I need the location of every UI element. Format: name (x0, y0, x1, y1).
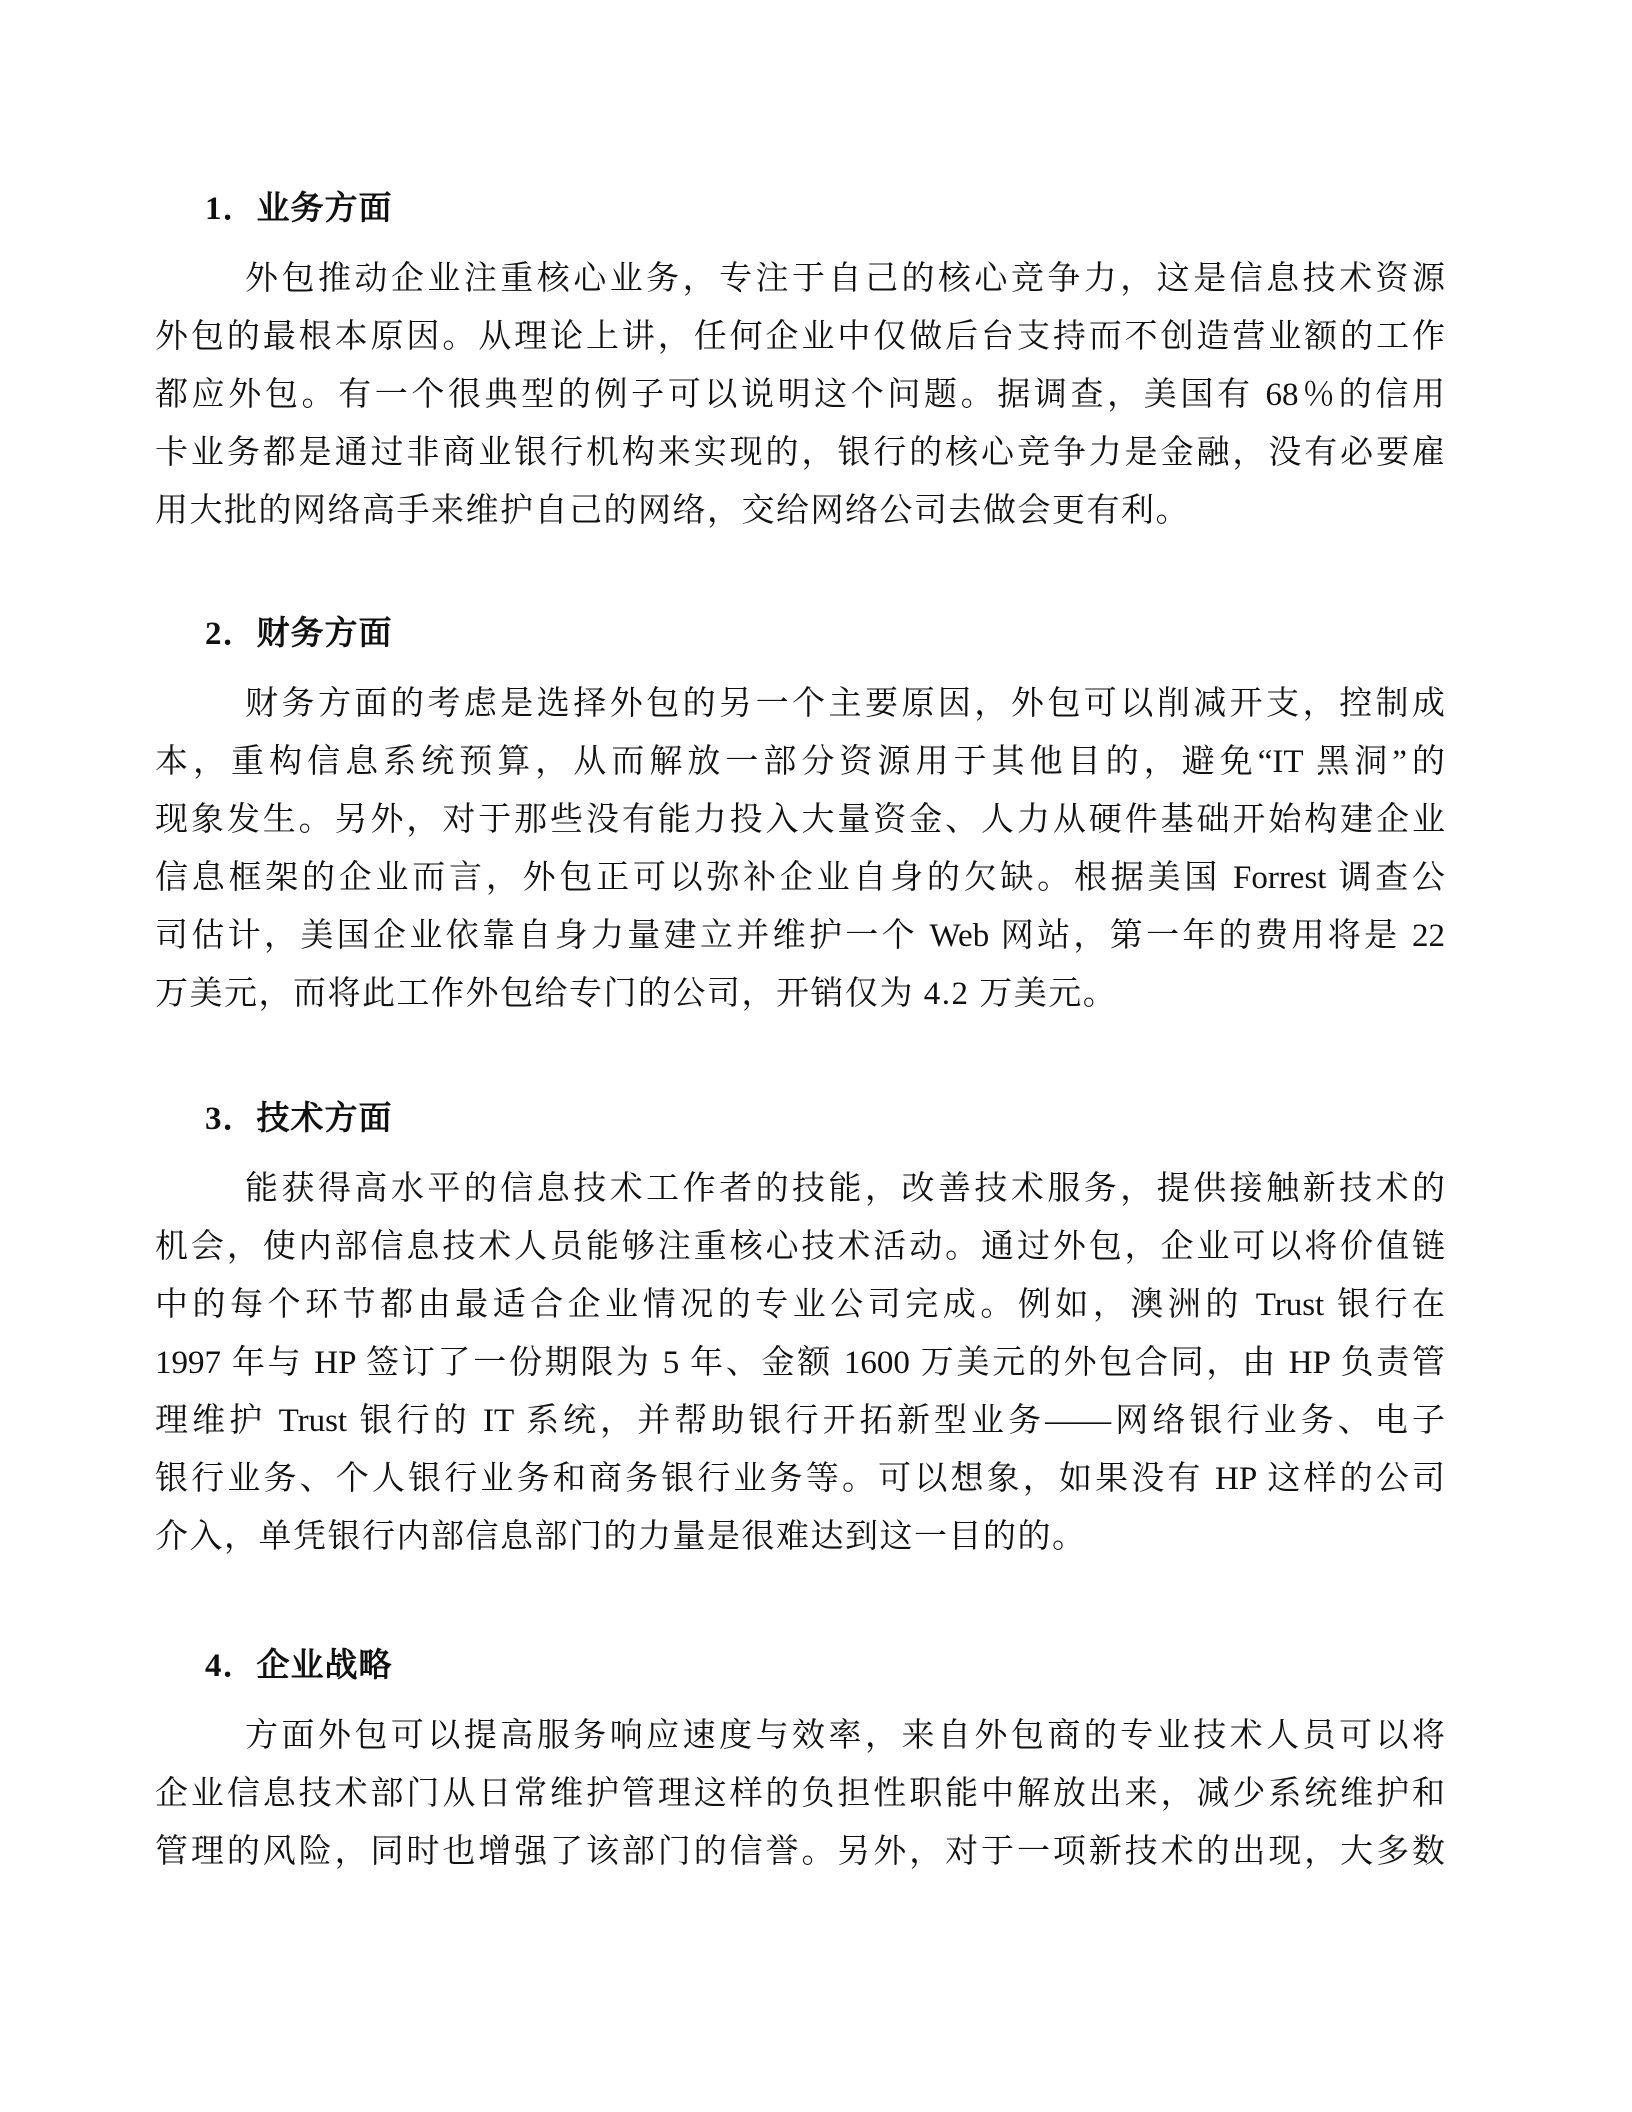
text-line: 外包推动企业注重核心业务，专注于自己的核心竞争力，这是信息技术资源 (245, 261, 1445, 297)
paragraph (155, 250, 1445, 540)
text-line: 理维护 Trust 银行的 IT 系统，并帮助银行开拓新型业务――网络银行业务、电子 (155, 1403, 1445, 1439)
text-line: 方面外包可以提高服务响应速度与效率，来自外包商的专业技术人员可以将 (245, 1718, 1445, 1754)
text-line: 卡业务都是通过非商业银行机构来实现的，银行的核心竞争力是金融，没有必要雇 (155, 435, 1445, 471)
section-business (155, 180, 1445, 540)
section-strategy (155, 1637, 1445, 1881)
text-line: 外包的最根本原因。从理论上讲，任何企业中仅做后台支持而不创造营业额的工作 (155, 319, 1445, 355)
text-line: 机会，使内部信息技术人员能够注重核心技术活动。通过外包，企业可以将价值链 (155, 1229, 1445, 1265)
section-heading: 2．财务方面 (205, 616, 393, 652)
text-line: 信息框架的企业而言，外包正可以弥补企业自身的欠缺。根据美国 Forrest 调查公 (155, 860, 1445, 896)
text-line: 能获得高水平的信息技术工作者的技能，改善技术服务，提供接触新技术的 (245, 1171, 1445, 1207)
text-line: 万美元，而将此工作外包给专门的公司，开销仅为 4.2 万美元。 (155, 976, 1118, 1012)
text-line: 管理的风险，同时也增强了该部门的信誉。另外，对于一项新技术的出现，大多数 (155, 1834, 1445, 1870)
paragraph (155, 1160, 1445, 1566)
text-line: 介入，单凭银行内部信息部门的力量是很难达到这一目的的。 (155, 1519, 1087, 1555)
paragraph (155, 675, 1445, 1023)
text-line: 现象发生。另外，对于那些没有能力投入大量资金、人力从硬件基础开始构建企业 (155, 802, 1445, 838)
section-finance (155, 605, 1445, 1023)
text-line: 企业信息技术部门从日常维护管理这样的负担性职能中解放出来，减少系统维护和 (155, 1776, 1445, 1812)
text-line: 都应外包。有一个很典型的例子可以说明这个问题。据调查，美国有 68％的信用 (155, 377, 1446, 413)
paragraph (155, 1707, 1445, 1881)
text-line: 本，重构信息系统预算，从而解放一部分资源用于其他目的，避免“IT 黑洞”的 (155, 744, 1445, 780)
section-technology (155, 1090, 1445, 1566)
text-line: 1997 年与 HP 签订了一份期限为 5 年、金额 1600 万美元的外包合同，由 HP 负责管 (155, 1345, 1445, 1381)
section-heading: 1．业务方面 (205, 191, 393, 227)
section-heading: 3．技术方面 (205, 1101, 393, 1137)
text-line: 中的每个环节都由最适合企业情况的专业公司完成。例如，澳洲的 Trust 银行在 (155, 1287, 1445, 1323)
text-line: 司估计，美国企业依靠自身力量建立并维护一个 Web 网站，第一年的费用将是 22 (155, 918, 1445, 954)
text-line: 财务方面的考虑是选择外包的另一个主要原因，外包可以削减开支，控制成 (245, 686, 1445, 722)
section-heading: 4．企业战略 (205, 1648, 393, 1684)
text-line: 用大批的网络高手来维护自己的网络，交给网络公司去做会更有利。 (155, 493, 1190, 529)
text-line: 银行业务、个人银行业务和商务银行业务等。可以想象，如果没有 HP 这样的公司 (155, 1461, 1445, 1497)
